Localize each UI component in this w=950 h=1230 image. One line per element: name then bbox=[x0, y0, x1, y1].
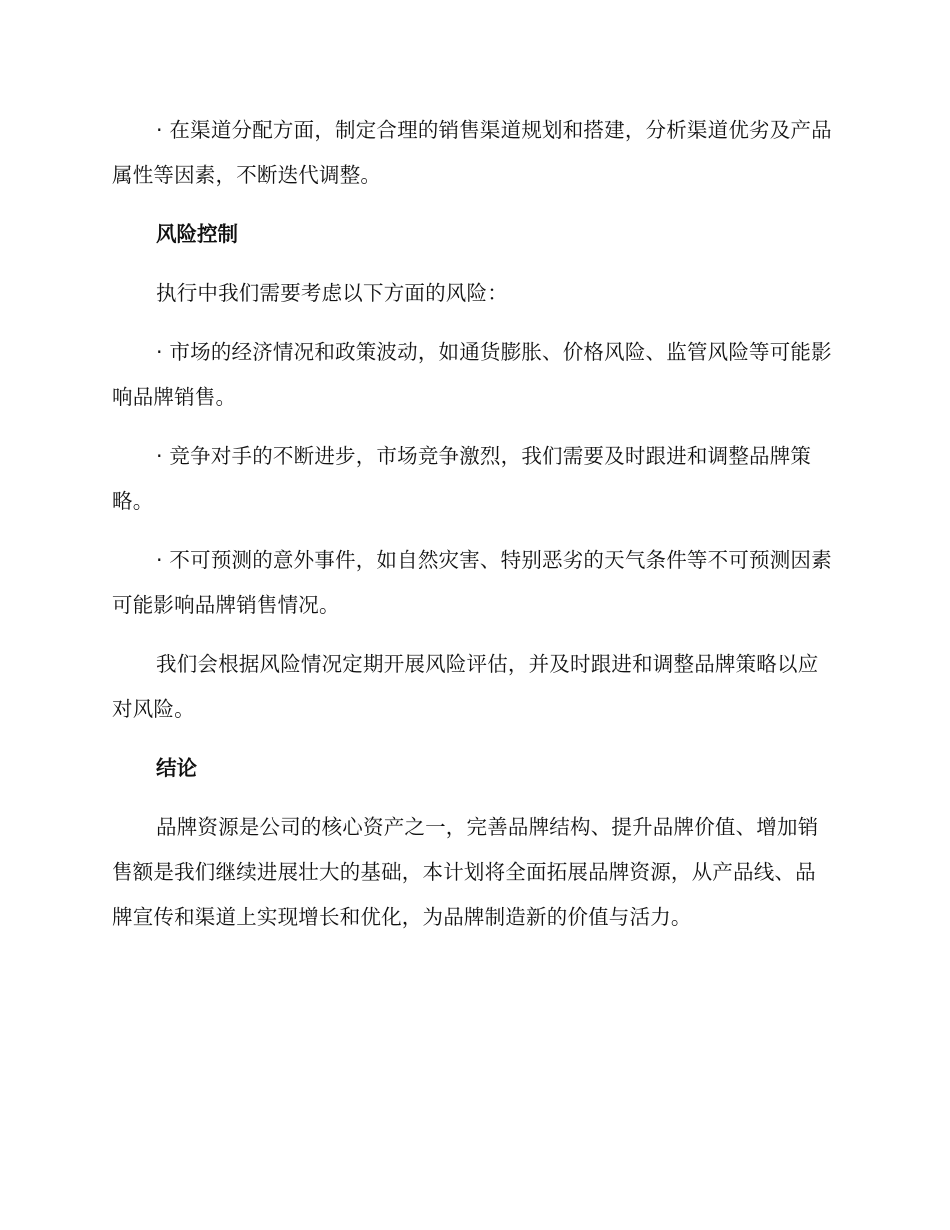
conclusion-paragraph: 品牌资源是公司的核心资产之一，完善品牌结构、提升品牌价值、增加销售额是我们继续进展壮大的基础，本计划将全面拓展品牌资源，从产品线、品牌宣传和渠道上实现增长和优化，为品牌制造新的价值与活力。 bbox=[112, 815, 819, 929]
unexpected-event-bullet: · 不可预测的意外事件，如自然灾害、特别恶劣的天气条件等不可预测因素可能影响品牌销售情况。 bbox=[112, 548, 832, 617]
risk-assessment-paragraph: 我们会根据风险情况定期开展风险评估，并及时跟进和调整品牌策略以应对风险。 bbox=[112, 652, 819, 721]
risk-control-heading: 风险控制 bbox=[156, 222, 238, 246]
market-risk-bullet: · 市场的经济情况和政策波动，如通货膨胀、价格风险、监管风险等可能影响品牌销售。 bbox=[112, 340, 832, 409]
conclusion-heading: 结论 bbox=[156, 756, 197, 780]
competition-risk-bullet: · 竞争对手的不断进步，市场竞争激烈，我们需要及时跟进和调整品牌策略。 bbox=[112, 444, 812, 513]
channel-distribution-paragraph: · 在渠道分配方面，制定合理的销售渠道规划和搭建，分析渠道优劣及产品属性等因素，不断迭代调整。 bbox=[112, 118, 832, 187]
risk-intro-paragraph: 执行中我们需要考虑以下方面的风险： bbox=[156, 281, 508, 305]
document-body bbox=[112, 108, 832, 954]
